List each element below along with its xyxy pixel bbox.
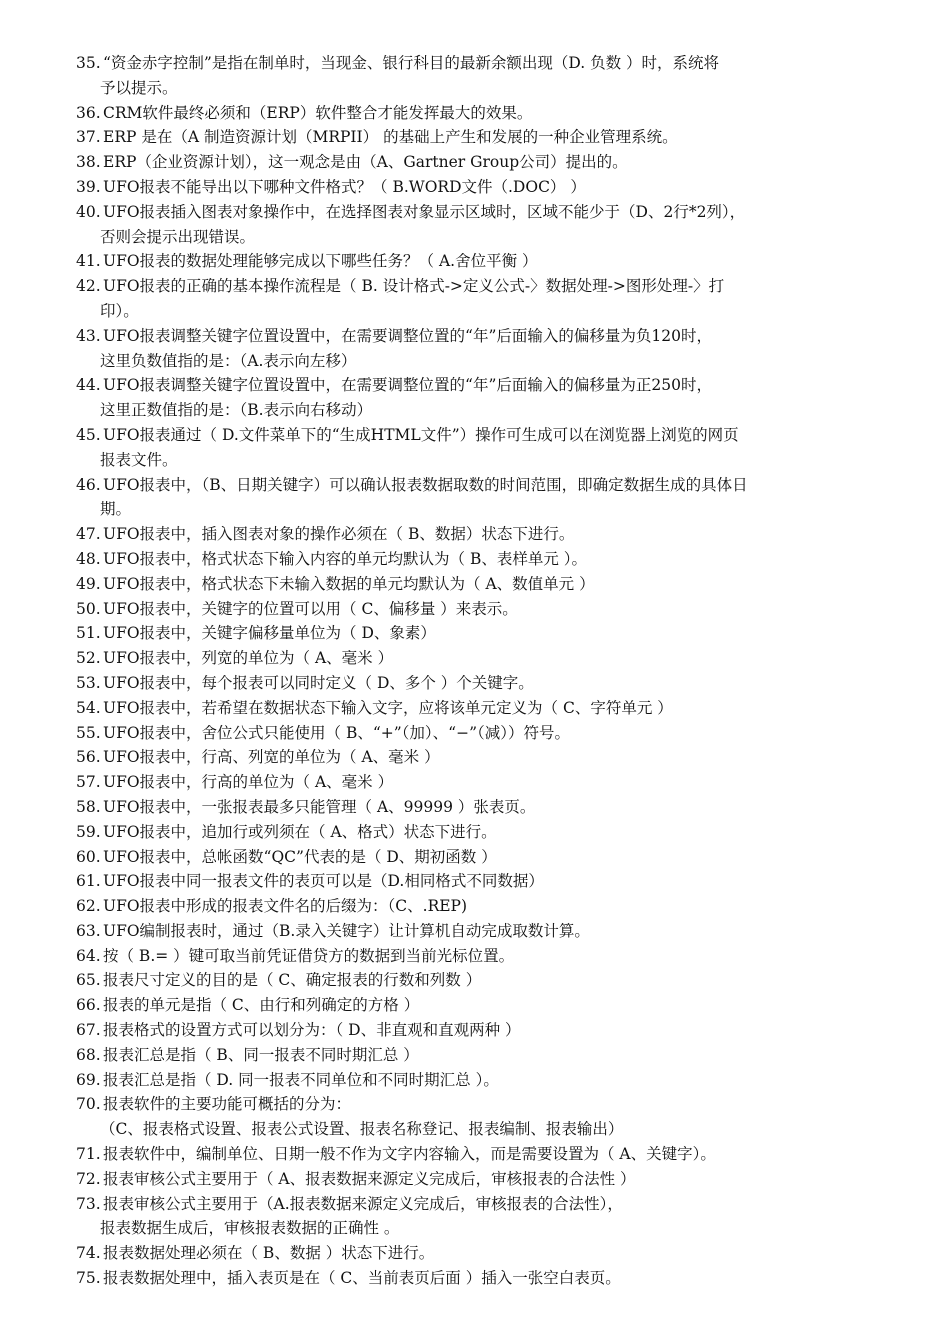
question-item (76, 919, 910, 944)
question-number: 38. (76, 153, 101, 172)
question-item (76, 770, 910, 795)
question-item (76, 522, 910, 547)
question-number: 72. (76, 1169, 101, 1188)
question-item (76, 1142, 910, 1167)
question-item (76, 101, 910, 126)
question-text: UFO报表中，若希望在数据状态下输入文字，应将该单元定义为（ C、字符单元 ） (103, 698, 673, 717)
question-text: 报表审核公式主要用于（A.报表数据来源定义完成后，审核报表的合法性）， (103, 1194, 623, 1213)
question-item (76, 1192, 910, 1242)
question-number: 73. (76, 1194, 101, 1213)
question-item (76, 968, 910, 993)
question-text-continued: （C、报表格式设置、报表公式设置、报表名称登记、报表编制、报表输出） (100, 1120, 624, 1139)
question-item (76, 547, 910, 572)
question-item (76, 671, 910, 696)
question-text: CRM软件最终必须和（ERP）软件整合才能发挥最大的效果。 (103, 103, 533, 122)
question-number: 46. (76, 475, 101, 494)
question-text: “资金赤字控制”是指在制单时，当现金、银行科目的最新余额出现（D. 负数 ）时，系统将 (103, 54, 720, 72)
question-text: 报表汇总是指（ D. 同一报表不同单位和不同时期汇总 ）。 (103, 1070, 499, 1089)
question-number: 43. (76, 326, 101, 345)
question-item (76, 1018, 910, 1043)
question-item (76, 696, 910, 721)
question-text: 报表尺寸定义的目的是（ C、确定报表的行数和列数 ） (103, 971, 482, 990)
question-number: 68. (76, 1045, 101, 1064)
question-number: 42. (76, 277, 101, 296)
question-number: 41. (76, 252, 101, 271)
question-number: 58. (76, 797, 101, 816)
question-item (76, 795, 910, 820)
question-text-continued: 报表文件。 (100, 450, 178, 469)
question-number: 66. (76, 996, 101, 1015)
question-number: 48. (76, 549, 101, 568)
question-item (76, 944, 910, 969)
question-text: ERP（企业资源计划），这一观念是由（A、Gartner Group公司）提出的。 (103, 153, 628, 172)
question-number: 51. (76, 624, 101, 643)
question-text: 报表软件中，编制单位、日期一般不作为文字内容输入，而是需要设置为（ A、关键字）。 (103, 1145, 716, 1164)
question-item (76, 175, 910, 200)
question-text-continued: 印）。 (100, 301, 139, 320)
question-number: 54. (76, 698, 101, 717)
question-text: UFO报表中，行高的单位为（ A、毫米 ） (103, 773, 394, 792)
question-item (76, 1043, 910, 1068)
question-number: 74. (76, 1244, 101, 1263)
question-text-continued: 这里正数值指的是：（B.表示向右移动） (100, 401, 373, 420)
question-text: 报表审核公式主要用于（ A、报表数据来源定义完成后，审核报表的合法性 ） (103, 1169, 636, 1188)
question-text: UFO报表中，格式状态下未输入数据的单元均默认为（ A、数值单元 ） (103, 574, 595, 593)
question-item (76, 1241, 910, 1266)
question-number: 39. (76, 177, 101, 196)
question-number: 49. (76, 574, 101, 593)
question-number: 47. (76, 525, 101, 544)
question-text: UFO报表中形成的报表文件名的后缀为：（C、.REP) (103, 897, 468, 916)
question-item (76, 894, 910, 919)
question-text: UFO报表中，行高、列宽的单位为（ A、毫米 ） (103, 748, 440, 767)
question-text: UFO编制报表时，通过（B.录入关键字）让计算机自动完成取数计算。 (103, 921, 590, 940)
question-number: 67. (76, 1021, 101, 1040)
question-item (76, 150, 910, 175)
question-number: 52. (76, 649, 101, 668)
question-text: 报表软件的主要功能可概括的分为： (103, 1095, 352, 1114)
question-number: 64. (76, 946, 101, 965)
question-number: 70. (76, 1095, 101, 1114)
question-item (76, 473, 910, 523)
question-number: 59. (76, 822, 101, 841)
question-number: 50. (76, 599, 101, 618)
question-text-continued: 报表数据生成后，审核报表数据的正确性 。 (100, 1219, 400, 1238)
question-item (76, 1092, 910, 1142)
question-text: UFO报表中，（B、日期关键字）可以确认报表数据取数的时间范围，即确定数据生成的具体日 (103, 475, 748, 494)
question-text-continued: 这里负数值指的是：（A.表示向左移） (100, 351, 357, 370)
question-text: UFO报表中，追加行或列须在（ A、格式）状态下进行。 (103, 822, 497, 841)
question-number: 45. (76, 425, 101, 444)
question-text: UFO报表调整关键字位置设置中，在需要调整位置的“年”后面输入的偏移量为正250时， (103, 376, 712, 395)
question-number: 55. (76, 723, 101, 742)
question-text: 按（ B.= ）键可取当前凭证借贷方的数据到当前光标位置。 (103, 946, 515, 965)
question-item (76, 745, 910, 770)
question-number: 40. (76, 202, 101, 221)
question-number: 62. (76, 897, 101, 916)
question-number: 35. (76, 54, 101, 72)
question-number: 71. (76, 1145, 101, 1164)
question-text: UFO报表中，列宽的单位为（ A、毫米 ） (103, 649, 394, 668)
question-number: 61. (76, 872, 101, 891)
question-text-continued: 予以提示。 (100, 78, 178, 97)
question-text: UFO报表的正确的基本操作流程是（ B. 设计格式->定义公式-〉数据处理->图形处理-〉打 (103, 277, 725, 296)
question-item (76, 721, 910, 746)
question-text: UFO报表中，舍位公式只能使用（ B、“+”（加）、“−”（减））符号。 (103, 723, 571, 742)
question-text: UFO报表的数据处理能够完成以下哪些任务？（ A.舍位平衡 ） (103, 252, 538, 271)
question-item (76, 993, 910, 1018)
question-item (76, 572, 910, 597)
question-item (76, 597, 910, 622)
question-number: 36. (76, 103, 101, 122)
question-item (76, 1266, 910, 1291)
question-text: 报表汇总是指（ B、同一报表不同时期汇总 ） (103, 1045, 419, 1064)
question-item (76, 249, 910, 274)
question-number: 65. (76, 971, 101, 990)
question-item (76, 845, 910, 870)
question-text: UFO报表中同一报表文件的表页可以是（D.相同格式不同数据） (103, 872, 544, 891)
question-text: 报表格式的设置方式可以划分为：（ D、非直观和直观两种 ） (103, 1021, 521, 1040)
question-number: 63. (76, 921, 101, 940)
question-item (76, 1167, 910, 1192)
question-text: 报表的单元是指（ C、由行和列确定的方格 ） (103, 996, 420, 1015)
question-item (76, 869, 910, 894)
question-item (76, 423, 910, 473)
question-text: UFO报表通过（ D.文件菜单下的“生成HTML文件”）操作可生成可以在浏览器上浏览的网页 (103, 425, 739, 444)
question-text: UFO报表中，关键字偏移量单位为（ D、象素） (103, 624, 436, 643)
question-item (76, 1068, 910, 1093)
question-number: 53. (76, 673, 101, 692)
question-text: UFO报表中，格式状态下输入内容的单元均默认为（ B、表样单元 ）。 (103, 549, 588, 568)
question-text: ERP 是在（A 制造资源计划（MRPII） 的基础上产生和发展的一种企业管理系统。 (103, 128, 678, 147)
question-number: 75. (76, 1269, 101, 1288)
question-text-continued: 期。 (100, 500, 132, 519)
question-text: UFO报表中，插入图表对象的操作必须在（ B、数据）状态下进行。 (103, 525, 575, 544)
question-text: 报表数据处理必须在（ B、数据 ）状态下进行。 (103, 1244, 435, 1263)
question-item (76, 646, 910, 671)
question-item (76, 324, 910, 374)
question-item (76, 621, 910, 646)
question-text: UFO报表中，一张报表最多只能管理（ A、99999 ）张表页。 (103, 797, 536, 816)
question-number: 57. (76, 773, 101, 792)
question-text: UFO报表不能导出以下哪种文件格式？（ B.WORD文件（.DOC） ） (103, 177, 586, 196)
question-number: 37. (76, 128, 101, 147)
question-number: 56. (76, 748, 101, 767)
question-item (76, 125, 910, 150)
question-item (76, 820, 910, 845)
question-item (76, 274, 910, 324)
question-number: 69. (76, 1070, 101, 1089)
question-text: UFO报表中，关键字的位置可以用（ C、偏移量 ）来表示。 (103, 599, 518, 618)
question-text: UFO报表中，总帐函数“QC”代表的是（ D、期初函数 ） (103, 847, 497, 866)
question-text: UFO报表插入图表对象操作中，在选择图表对象显示区域时，区域不能少于（D、2行*2列）， (103, 202, 746, 221)
question-item (76, 200, 910, 250)
question-number: 44. (76, 376, 101, 395)
question-text-continued: 否则会提示出现错误。 (100, 227, 256, 246)
question-text: UFO报表调整关键字位置设置中，在需要调整位置的“年”后面输入的偏移量为负120时， (103, 326, 712, 345)
question-text: UFO报表中，每个报表可以同时定义（ D、多个 ）个关键字。 (103, 673, 534, 692)
question-item (76, 373, 910, 423)
question-text: 报表数据处理中，插入表页是在（ C、当前表页后面 ）插入一张空白表页。 (103, 1269, 621, 1288)
question-item (76, 51, 910, 101)
question-number: 60. (76, 847, 101, 866)
